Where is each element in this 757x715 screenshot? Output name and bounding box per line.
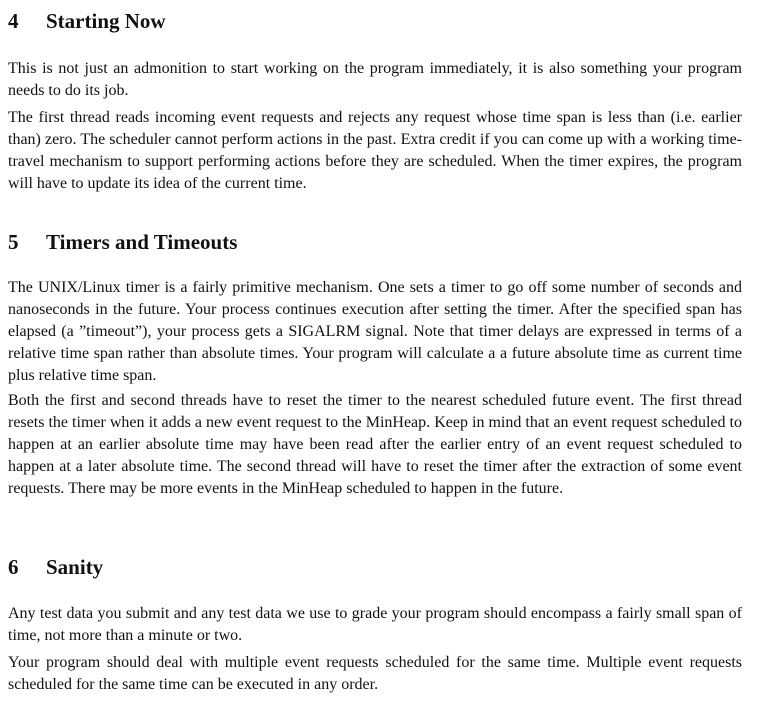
section-number: 4 (8, 9, 19, 33)
paragraph: Any test data you submit and any test data we use to grade your program should encompass a fairly small span of time, not more than a minute or two. (8, 605, 742, 644)
section-number: 5 (8, 230, 19, 254)
section-title: Sanity (46, 555, 104, 579)
section-heading-timers-and-timeouts (8, 229, 237, 255)
section-number: 6 (8, 555, 19, 579)
section-title: Starting Now (46, 9, 166, 33)
paragraph: The first thread reads incoming event requests and rejects any request whose time span is less than (i.e. earlier than) zero. The scheduler cannot perform actions in the past. Extra credit if you can come up with a working time-travel mechanism to support performing actions before they are scheduled. When the timer expires, the program will have to update its idea of the current time. (8, 109, 742, 192)
paragraph: The UNIX/Linux timer is a fairly primitive mechanism. One sets a timer to go off some number of seconds and nanoseconds in the future. Your process continues execution after setting the timer. After the specified span has elapsed (a ”timeout”), your process gets a SIGALRM signal. Note that timer delays are expressed in terms of a relative time span rather than absolute times. Your program will calculate a a future absolute time as current time plus relative time span. (8, 279, 742, 384)
section-heading-starting-now (8, 8, 166, 34)
section-title: Timers and Timeouts (46, 230, 238, 254)
paragraph: This is not just an admonition to start working on the program immediately, it is also something your program needs to do its job. (8, 60, 742, 99)
paragraph: Your program should deal with multiple event requests scheduled for the same time. Multiple event requests scheduled for the same time can be executed in any order. (8, 654, 742, 693)
paragraph: Both the first and second threads have to reset the timer to the nearest scheduled future event. The first thread resets the timer when it adds a new event request to the MinHeap. Keep in mind that an event request scheduled to happen at an earlier absolute time may have been read after the earlier entry of an event request scheduled to happen at a later absolute time. The second thread will have to reset the timer after the extraction of some event requests. There may be more events in the MinHeap scheduled to happen in the future. (8, 392, 742, 497)
section-heading-sanity (8, 554, 103, 580)
